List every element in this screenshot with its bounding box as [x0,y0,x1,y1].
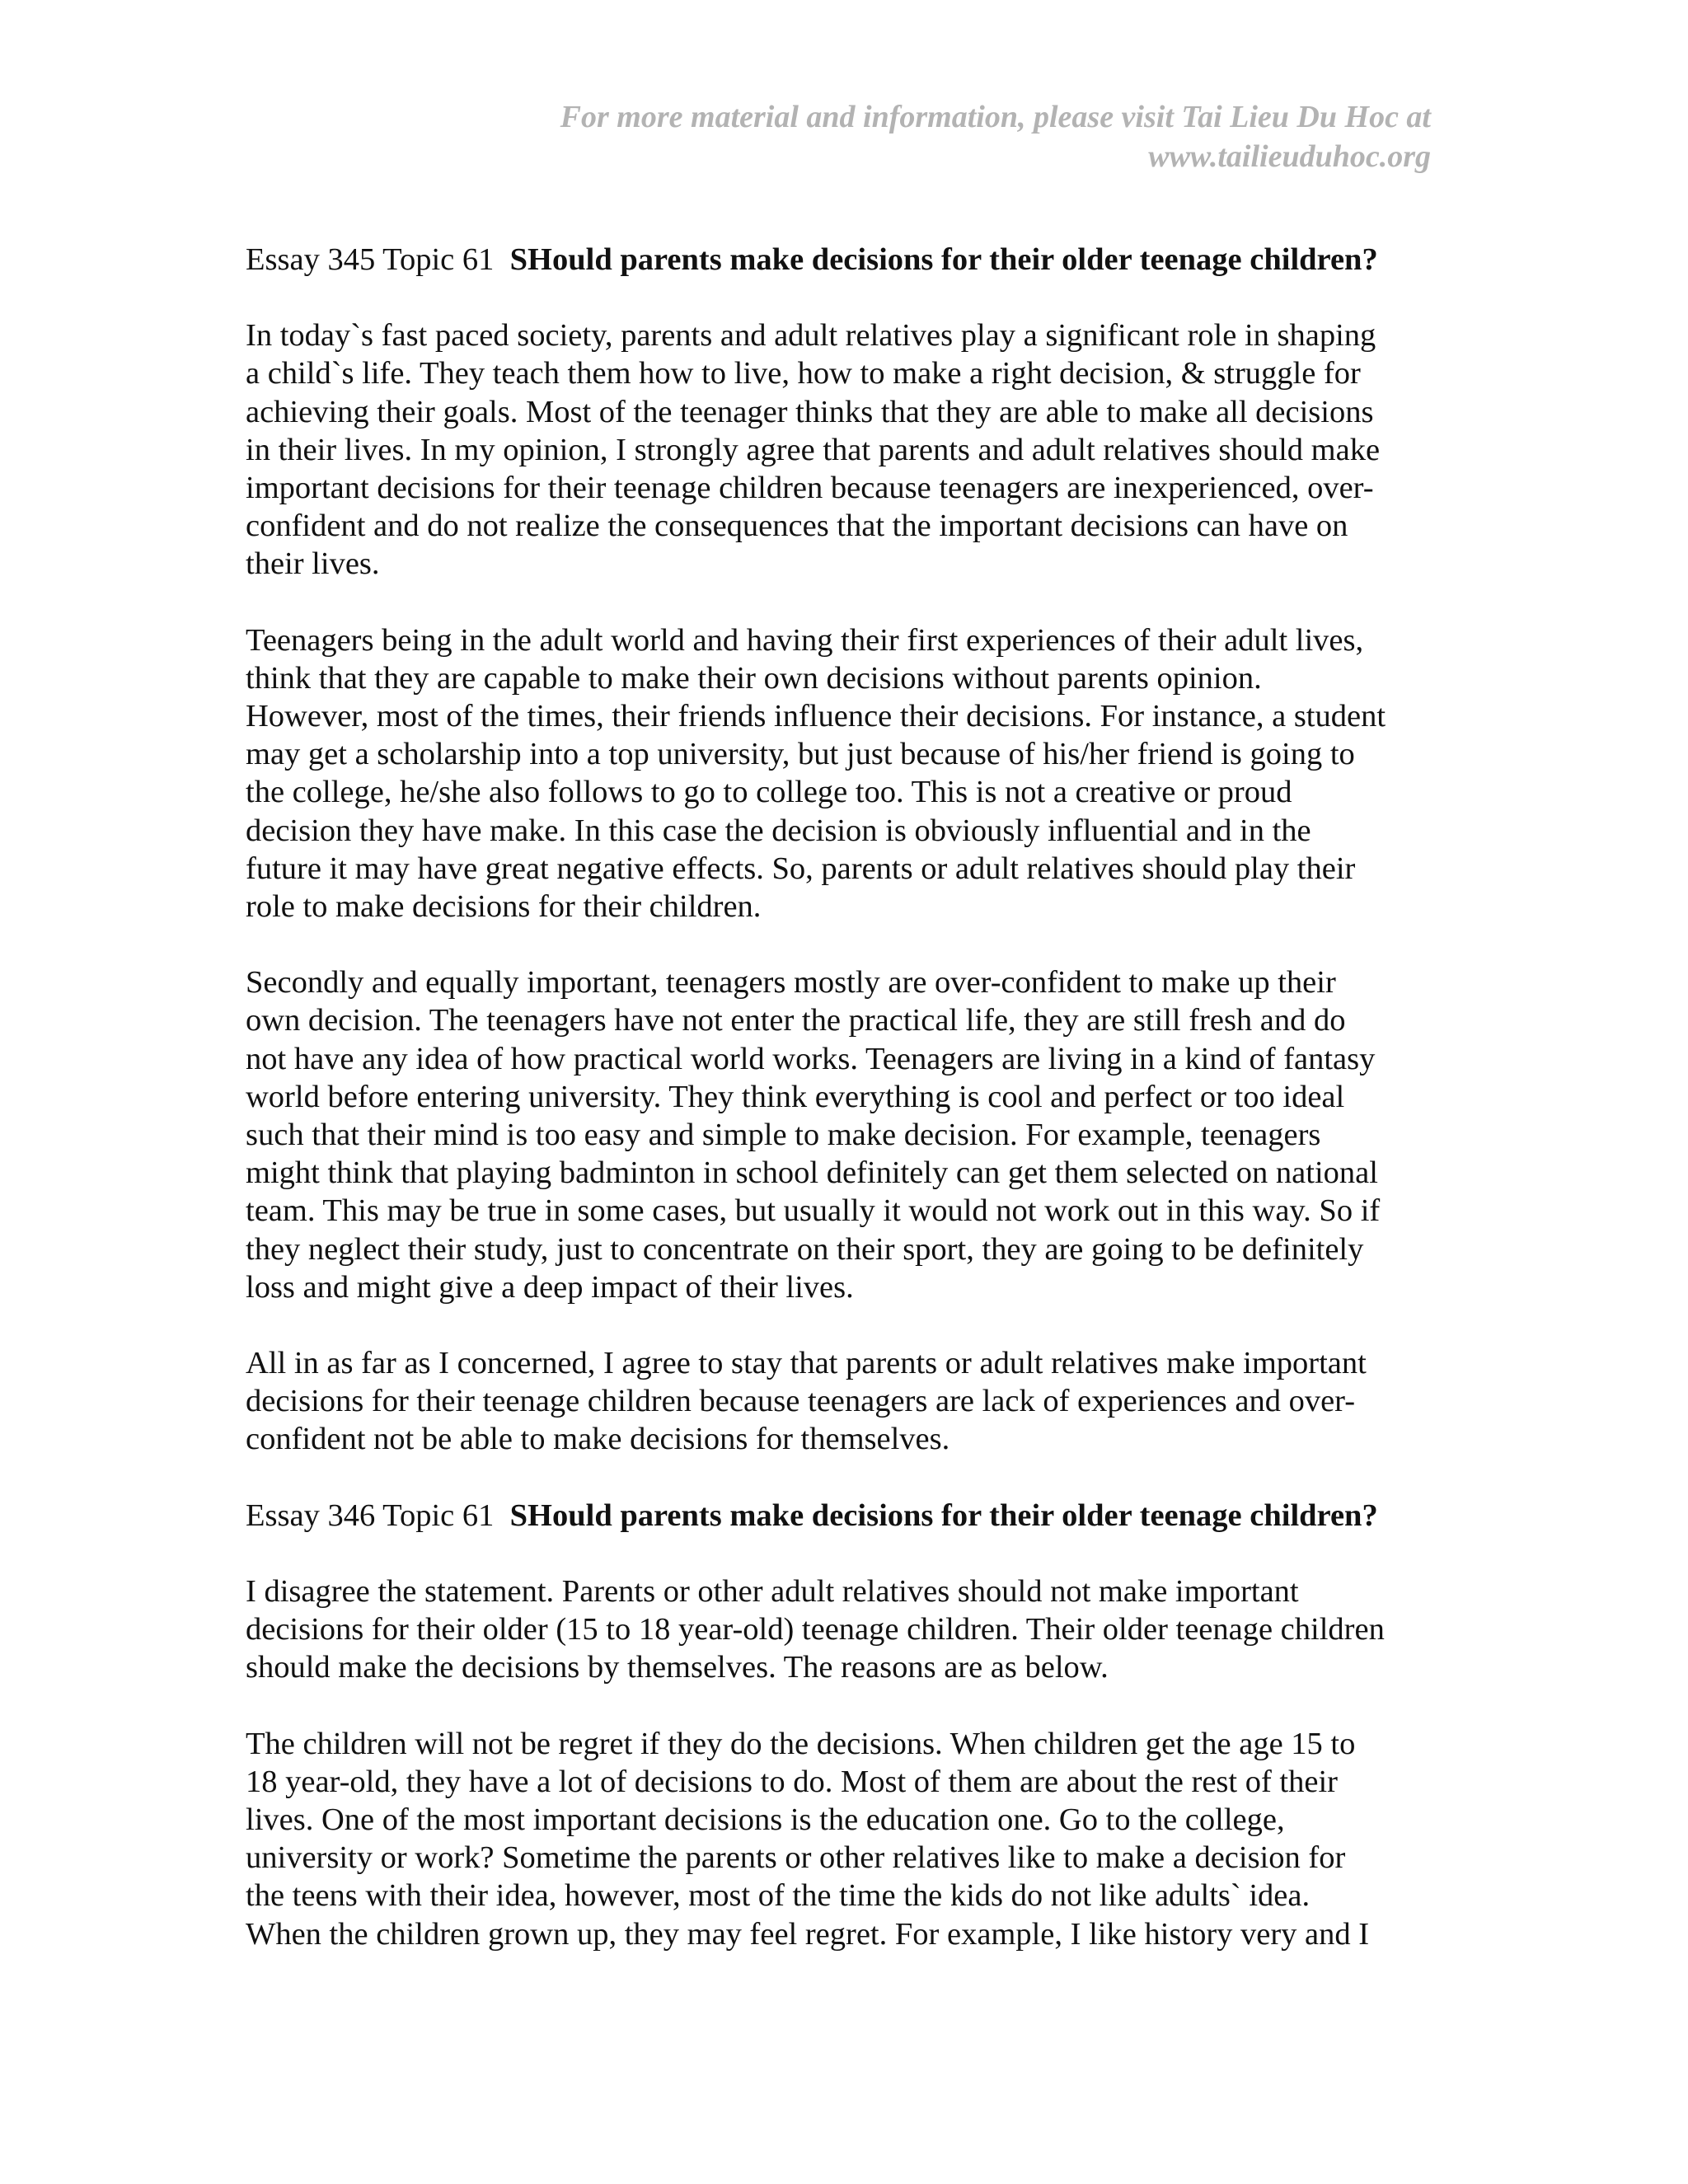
text-line: might think that playing badminton in school definitely can get them selected on national [246,1155,1378,1191]
header-line-1: For more material and information, please visit Tai Lieu Du Hoc at [560,100,1431,134]
text-line: a child`s life. They teach them how to live, how to make a right decision, & struggle for [246,356,1361,391]
text-line: When the children grown up, they may feel regret. For example, I like history very and I [246,1916,1370,1952]
text-line: The children will not be regret if they do the decisions. When children get the age 15 to [246,1726,1356,1761]
text-line: loss and might give a deep impact of their lives. [246,1269,854,1305]
paragraph [246,621,1441,926]
text-line: they neglect their study, just to concentrate on their sport, they are going to be definitely [246,1231,1364,1267]
text-line: decision they have make. In this case the decision is obviously influential and in the [246,813,1311,848]
header-link[interactable]: www.tailieuduhoc.org [1148,139,1431,174]
text-line: All in as far as I concerned, I agree to stay that parents or adult relatives make important [246,1346,1367,1381]
text-line: However, most of the times, their friends influence their decisions. For instance, a student [246,699,1386,734]
text-line: may get a scholarship into a top university, but just because of his/her friend is going to [246,737,1355,772]
essay-heading [246,241,1441,279]
text-line: 18 year-old, they have a lot of decisions to do. Most of them are about the rest of their [246,1764,1338,1799]
text-line: lives. One of the most important decisions is the education one. Go to the college, [246,1802,1285,1837]
paragraph [246,1572,1441,1687]
text-line: I disagree the statement. Parents or other adult relatives should not make important [246,1573,1299,1609]
paragraph [246,1344,1441,1459]
text-line: world before entering university. They think everything is cool and perfect or too ideal [246,1079,1345,1114]
text-line: the college, he/she also follows to go to college too. This is not a creative or proud [246,775,1292,810]
text-line: role to make decisions for their children. [246,889,762,925]
text-line: In today`s fast paced society, parents and adult relatives play a significant role in shaping [246,318,1376,354]
text-line: their lives. [246,546,380,582]
header-notice [442,97,1431,176]
text-line: own decision. The teenagers have not enter the practical life, they are still fresh and do [246,1003,1346,1038]
text-line: not have any idea of how practical world works. Teenagers are living in a kind of fantasy [246,1041,1376,1076]
essay-title: SHould parents make decisions for their older teenage children? [509,1497,1378,1533]
text-line: in their lives. In my opinion, I strongly agree that parents and adult relatives should make [246,432,1381,467]
text-line: important decisions for their teenage children because teenagers are inexperienced, over- [246,471,1374,506]
essay-heading [246,1497,1441,1535]
text-line: think that they are capable to make their own decisions without parents opinion. [246,660,1262,696]
text-line: such that their mind is too easy and simple to make decision. For example, teenagers [246,1118,1321,1153]
text-line: decisions for their older (15 to 18 year-old) teenage children. Their older teenage children [246,1612,1385,1647]
text-line: decisions for their teenage children because teenagers are lack of experiences and over- [246,1384,1356,1419]
text-line: Teenagers being in the adult world and having their first experiences of their adult lives, [246,622,1364,658]
text-line: should make the decisions by themselves. The reasons are as below. [246,1650,1109,1685]
text-line: team. This may be true in some cases, but usually it would not work out in this way. So if [246,1193,1381,1229]
essay-label: Essay 345 Topic 61 [246,242,495,277]
document-body [246,241,1441,1991]
text-line: the teens with their idea, however, most of the time the kids do not like adults` idea. [246,1878,1311,1914]
text-line: future it may have great negative effects. So, parents or adult relatives should play their [246,851,1356,886]
text-line: Secondly and equally important, teenagers mostly are over-confident to make up their [246,965,1336,1001]
essay-title: SHould parents make decisions for their older teenage children? [509,242,1378,277]
text-line: achieving their goals. Most of the teenager thinks that they are able to make all decisions [246,394,1374,429]
text-line: confident and do not realize the consequences that the important decisions can have on [246,509,1348,544]
essay-label: Essay 346 Topic 61 [246,1497,495,1533]
paragraph [246,963,1441,1306]
text-line: university or work? Sometime the parents or other relatives like to make a decision for [246,1840,1346,1876]
paragraph [246,1725,1441,1953]
paragraph [246,316,1441,583]
text-line: confident not be able to make decisions for themselves. [246,1422,950,1457]
